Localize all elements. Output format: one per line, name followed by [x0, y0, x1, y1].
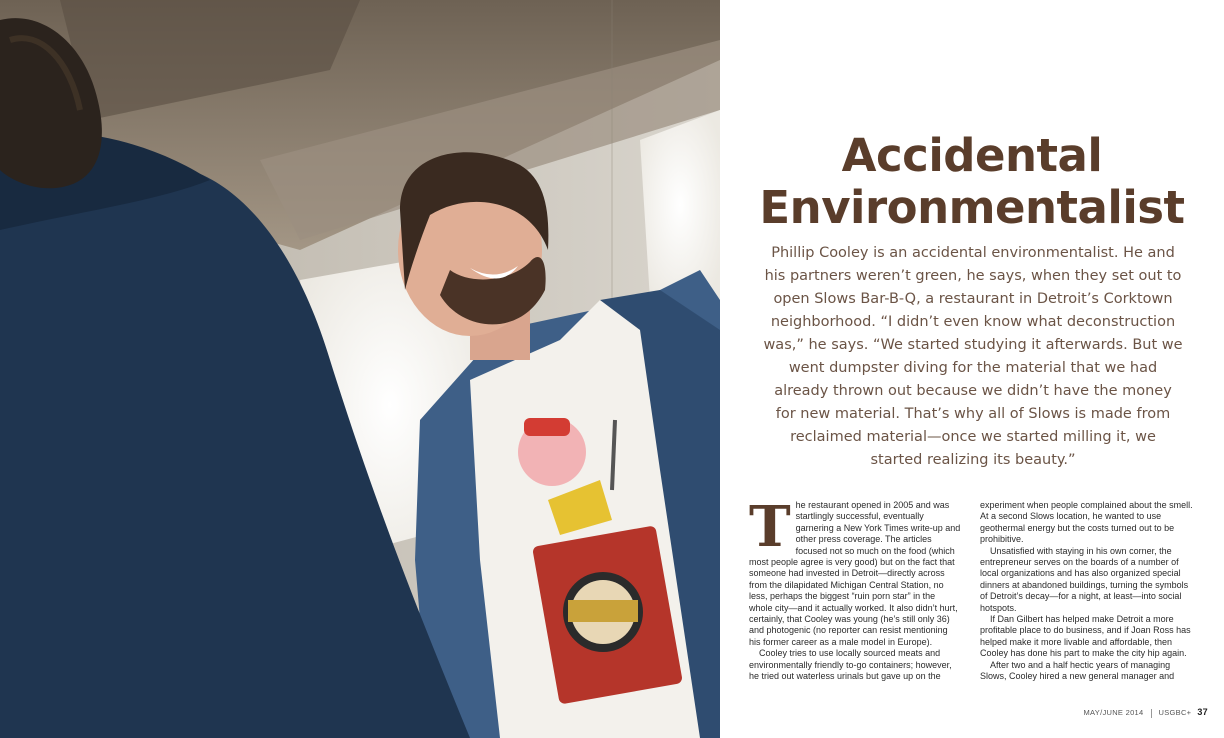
page-number: 37 [1197, 707, 1208, 717]
body-column-2 [980, 500, 1194, 683]
publication-name: USGBC+ [1158, 708, 1192, 717]
issue-date: MAY/JUNE 2014 [1083, 708, 1144, 717]
footer-divider [1151, 709, 1152, 718]
body-paragraph: experiment when people complained about the smell. At a second Slows location, he wanted to use geothermal energy but the costs turned out to be prohibitive. [980, 500, 1193, 545]
body-paragraph: If Dan Gilbert has helped make Detroit a more profitable place to do business, and if Joan Ross has helped make it more livable and affordable, then Cooley has done his part to make the city hip again. [980, 614, 1191, 659]
body-paragraph: he restaurant opened in 2005 and was startlingly successful, eventually garnering a New York Times write-up and other press coverage. The articles focused not so much on the food (which most people agree is very good) but on the fact that someone had invested in Detroit—directly across from the dilapidated Michigan Central Station, no less, perhaps the biggest “ruin porn star” in the whole city—and it actually worked. It also didn’t hurt, certainly, that Cooley was young (he’s still only 36) and photogenic (no reporter can resist mentioning his former career as a male model in Europe). [749, 500, 961, 647]
deck-intro: Phillip Cooley is an accidental environmentalist. He and his partners weren’t green, he says, when they set out to open Slows Bar-B-Q, a restaurant in Detroit’s Corktown neighborhood. “I didn’t even know what deconstruction was,” he says. “We started studying it afterwards. But we went dumpster diving for the material that we had already thrown out because we didn’t have the money for new material. That’s why all of Slows is made from reclaimed material—once we started milling it, we started realizing its beauty.” [763, 245, 1183, 468]
body-paragraph: Cooley tries to use locally sourced meats and environmentally friendly to-go containers; however, he tried out waterless urinals but gave up on the [749, 648, 952, 682]
page-footer [1083, 707, 1208, 718]
body-column-1 [749, 494, 961, 683]
body-paragraph: After two and a half hectic years of managing Slows, Cooley hired a new general manager and [980, 659, 1175, 682]
article-page [720, 0, 1224, 738]
headline-line-1: Accidental [841, 129, 1103, 182]
body-paragraph: Unsatisfied with staying in his own corner, the entrepreneur serves on the boards of a number of local organizations and has also organized special dinners at abandoned buildings, turning the symbols of Detroit’s decay—for a night, at least—into social hotspots. [980, 545, 1189, 613]
headline-line-2: Environmentalist [759, 181, 1185, 234]
drop-cap: T [749, 494, 791, 560]
